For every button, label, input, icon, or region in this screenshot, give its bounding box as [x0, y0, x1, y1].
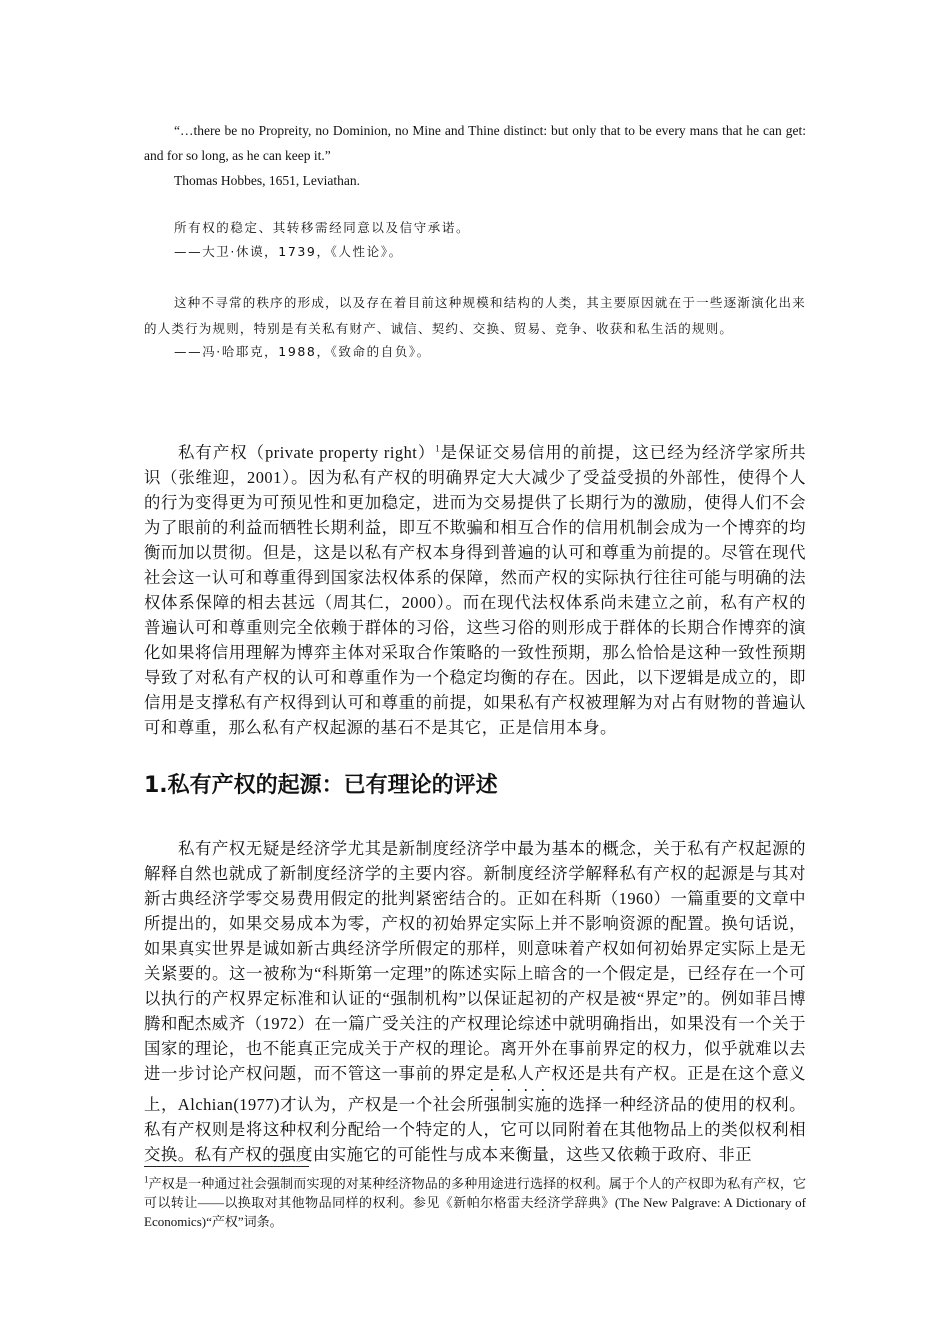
intro-text-rest: 是保证交易信用的前提，这已经为经济学家所共识（张维迎，2001）。因为私有产权的明确界定大大减少了受益受损的外部性，使得个人的行为变得更为可预见性和更加稳定，进而为交易提供了长期行为的激励，使得人们不会为了眼前的利益而牺牲长期利益，即互不欺骗和相互合作的信用机制会成为一个博弈的均衡而加以贯彻。但是，这是以私有产权本身得到普遍的认可和尊重为前提的。尽管在现代社会这一认可和尊重得到国家法权体系的保障，然而产权的实际执行往往可能与明确的法权体系保障的相去甚远（周其仁，2000）。而在现代法权体系尚未建立之前，私有产权的普遍认可和尊重则完全依赖于群体的习俗，这些习俗的则形成于群体的长期合作博弈的演化如果将信用理解为博弈主体对采取合作策略的一致性预期，那么恰恰是这种一致性预期导致了对私有产权的认可和尊重作为一个稳定均衡的存在。因此，以下逻辑是成立的，即信用是支撑私有产权得到认可和尊重的前提，如果私有产权被理解为对占有财物的普遍认可和尊重，那么私有产权起源的基石不是其它，正是信用本身。 — [144, 443, 807, 737]
hume-citation: ——大卫·休谟，1739，《人性论》。 — [174, 244, 403, 259]
hobbes-citation: Thomas Hobbes, 1651, Leviathan. — [174, 173, 360, 188]
hobbes-quote: “…there be no Propreity, no Dominion, no Mine and Thine distinct: but only that to be every mans that he can get: and for so long, as he can keep it.” — [144, 123, 806, 163]
hume-quote: 所有权的稳定、其转移需经同意以及信守承诺。 — [174, 220, 471, 235]
section1-text-rest: 的选择一种经济品的使用的权利。私有产权则是将这种权利分配给一个特定的人，它可以同附着在其他物品上的类似权利相交换。私有产权的强度由实施它的可能性与成本来衡量，这些又依赖于政府、非正 — [144, 1095, 807, 1164]
epigraph-hume — [144, 216, 806, 264]
intro-text-start: 私有产权（private property right） — [178, 443, 436, 462]
section1-text-start: 私有产权无疑是经济学尤其是新制度经济学中最为基本的概念，关于私有产权起源的解释自然也就成了新制度经济学的主要内容。新制度经济学解释私有产权的起源是与其对新古典经济学零交易费用假定的批判紧密结合的。正如在科斯（1960）一篇重要的文章中所提出的，如果交易成本为零，产权的初始界定实际上并不影响资源的配置。换句话说，如果真实世界是诚如新古典经济学所假定的那样，则意味着产权如何初始界定实际上是无关紧要的。这一被称为“科斯第一定理”的陈述实际上暗含的一个假定是，已经存在一个可以执行的产权界定标准和认证的“强制机构”以保证起初的产权是被“界定”的。例如菲吕博腾和配杰威齐（1972）在一篇广受关注的产权理论综述中就明确指出，如果没有一个关于国家的理论，也不能真正完成关于产权的理论。离开外在事前界定的权力，似乎就难以去进一步讨论产权问题，而不管这一事前的界定是私人产权还是共有产权。正是在这个意义上，Alchian(1977)才认为，产权是一个社会所 — [144, 839, 806, 1114]
epigraph-hayek — [144, 290, 806, 364]
footnote — [144, 1174, 806, 1231]
footnote-text: 产权是一种通过社会强制而实现的对某种经济物品的多种用途进行选择的权利。属于个人的产权即为私有产权，它可以转让——以换取对其他物品同样的权利。参见《新帕尔格雷夫经济学辞典》(The New Palgrave: A Dictionary of Economics)“产权”词条。 — [144, 1176, 806, 1229]
emphasized-term: 强制实施 — [483, 1095, 552, 1114]
footnote-separator — [144, 1166, 309, 1167]
hayek-citation: ——冯·哈耶克，1988，《致命的自负》。 — [174, 344, 431, 359]
footnote-reference: 1 — [435, 443, 441, 454]
epigraph-hobbes — [144, 118, 806, 191]
footnote-mark: 1 — [144, 1174, 149, 1185]
section1-paragraph — [144, 836, 806, 1167]
hayek-quote: 这种不寻常的秩序的形成，以及存在着目前这种规模和结构的人类，其主要原因就在于一些逐渐演化出来的人类行为规则，特别是有关私有财产、诚信、契约、交换、贸易、竞争、收获和私生活的规则。 — [144, 295, 806, 336]
intro-paragraph — [144, 440, 806, 740]
section-heading: 1.私有产权的起源：已有理论的评述 — [144, 773, 498, 798]
